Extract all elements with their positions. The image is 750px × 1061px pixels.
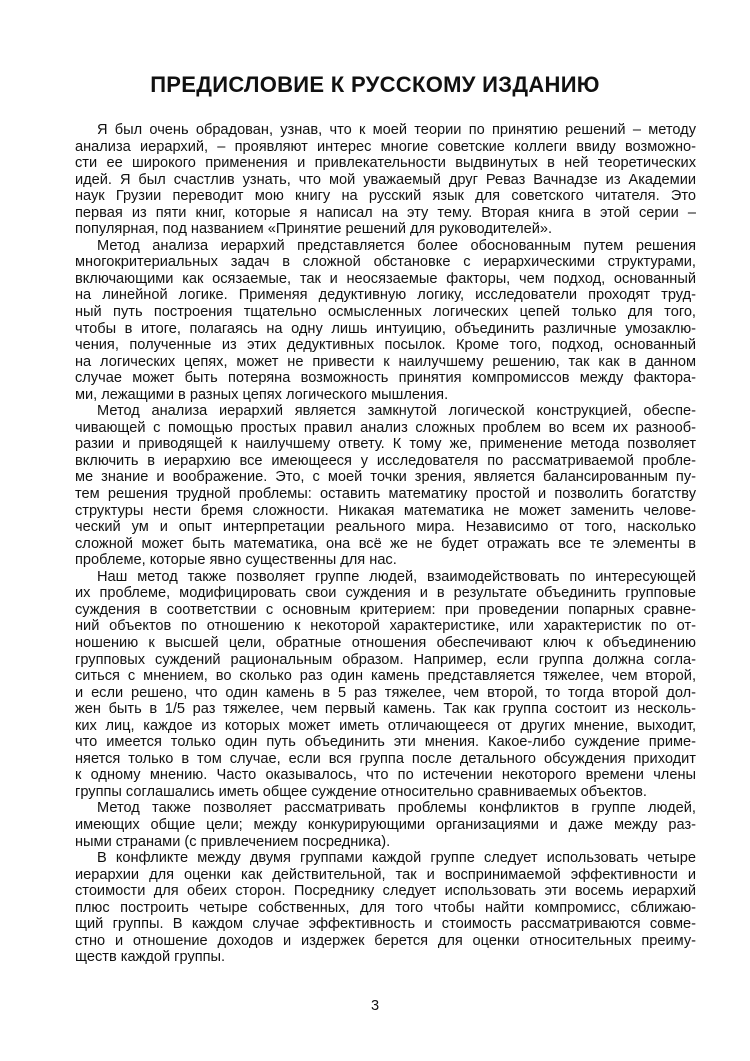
text-line: их проблеме, модифицировать свои суждения и в результате объединить групповые <box>75 585 696 602</box>
paragraph <box>75 569 696 801</box>
text-line: ний объектов по отношению к некоторой характеристике, или характеристик по от- <box>75 618 696 635</box>
text-line: ме знание и воображение. Это, с моей точки зрения, является балансированным пу- <box>75 469 696 486</box>
text-line: многокритериальных задач в сложной обстановке с иерархическими структурами, <box>75 254 696 271</box>
text-line: что имеется только один путь объединить эти мнения. Какое-либо суждение приме- <box>75 734 696 751</box>
text-line: тем решения трудной проблемы: оставить математику простой и позволить богатству <box>75 486 696 503</box>
page-title: ПРЕДИСЛОВИЕ К РУССКОМУ ИЗДАНИЮ <box>150 72 600 97</box>
paragraph <box>75 238 696 403</box>
text-line: включить в иерархию все имеющееся у исследователя по рассматриваемой пробле- <box>75 452 696 469</box>
text-line: групповых суждений рациональным образом. Например, если группа должна согла- <box>75 651 696 668</box>
text-line: сложной может быть математика, она всё же не будет отражать все те элементы в <box>75 535 696 552</box>
text-line: чтобы в итоге, полагаясь на одну лишь интуицию, объединить различные умозаклю- <box>75 320 696 337</box>
text-line: ких лиц, каждое из которых может иметь отличающееся от других мнение, выходит, <box>75 717 696 734</box>
text-line: иерархии для оценки как действительной, так и воспринимаемой эффективности и <box>75 866 696 883</box>
text-line: и если решено, что один камень в 5 раз тяжелее, чем второй, то тогда второй дол- <box>75 684 696 701</box>
text-line: В конфликте между двумя группами каждой группе следует использовать четыре <box>97 850 696 867</box>
text-line: наук Грузии переводит мою книгу на русский язык для советского читателя. Это <box>75 188 696 205</box>
text-line: ными странами (с привлечением посредника). <box>75 833 391 850</box>
text-line: случае может быть потеряна возможность принятия компромиссов между фактора- <box>75 370 696 387</box>
text-line: жен быть в 1/5 раз тяжелее, чем первый камень. Так как группа состоит из несколь- <box>75 701 696 718</box>
text-line: ми, лежащими в разных цепях логического мышления. <box>75 386 449 403</box>
text-line: Метод анализа иерархий является замкнутой логической конструкцией, обеспе- <box>97 403 696 420</box>
text-line: суждения в соответствии с основным критерием: при проведении попарных сравне- <box>75 601 696 618</box>
text-line: включающими как осязаемые, так и неосязаемые факторы, чем подход, основанный <box>75 270 696 287</box>
text-line: группы соглашались иметь общее суждение относительно сравниваемых объектов. <box>75 783 647 800</box>
text-line: Метод также позволяет рассматривать проблемы конфликтов в группе людей, <box>97 800 696 817</box>
text-line: ществ каждой группы. <box>75 949 226 966</box>
paragraph <box>75 122 696 238</box>
text-line: Я был очень обрадован, узнав, что к моей теории по принятию решений – методу <box>97 122 696 138</box>
text-line: проблеме, которые явно существенны для нас. <box>75 552 397 569</box>
text-line: идей. Я был счастлив узнать, что мой уважаемый друг Реваз Вачнадзе из Академии <box>75 171 696 188</box>
text-line: щий группы. В каждом случае эффективность и стоимость рассматриваются совме- <box>75 916 696 933</box>
text-line: сти ее широкого применения и привлекательности выдвинутых в ней теоретических <box>75 155 696 172</box>
text-line: Метод анализа иерархий представляется более обоснованным путем решения <box>97 237 696 254</box>
text-line: Наш метод также позволяет группе людей, взаимодействовать по интересующей <box>97 568 696 585</box>
text-line: чения, полученные из этих дедуктивных посылок. Кроме того, подход, основанный <box>75 337 696 354</box>
body-text <box>75 122 696 966</box>
text-line: стоимости для обеих сторон. Посреднику следует использовать эти восемь иерархий <box>75 883 696 900</box>
text-line: к одному мнению. Часто оказывалось, что по истечении некоторого времени члены <box>75 767 696 784</box>
text-line: первая из пяти книг, которые я написал на эту тему. Вторая книга в этой серии – <box>75 204 696 221</box>
text-line: ношению к высшей цели, обратные отношения обеспечивают ключ к объединению <box>75 634 696 651</box>
paragraph <box>75 403 696 568</box>
text-line: на линейной логике. Применяя дедуктивную логику, исследователи проходят труд- <box>75 287 696 304</box>
text-line: плюс построить четыре собственных, для того чтобы найти компромисс, сближаю- <box>75 899 696 916</box>
text-line: няется только в том случае, если вся группа после детального обсуждения приходит <box>75 750 696 767</box>
text-line: структуры нести бремя сложности. Никакая математика не может заменить челове- <box>75 502 696 519</box>
text-line: имеющих общие цели; между конкурирующими организациями и даже между раз- <box>75 816 696 833</box>
text-line: популярная, под названием «Принятие решений для руководителей». <box>75 221 553 238</box>
text-line: анализа иерархий, – проявляют интерес многие советские коллеги ввиду возможно- <box>75 138 696 155</box>
text-line: ситься с мнением, во сколько раз один камень представляется тяжелее, чем второй, <box>75 668 696 685</box>
page-number: 3 <box>370 998 380 1014</box>
text-line: на логических цепях, может не привести к наилучшему решению, так как в данном <box>75 353 696 370</box>
text-line: ный путь построения тщательно осмысленных логических цепей только для того, <box>75 304 696 321</box>
text-line: чивающей с помощью простых правил анализ сложных проблем во всем их разнооб- <box>75 419 696 436</box>
text-line: разии и приводящей к наилучшему ответу. К тому же, применение метода позволяет <box>75 436 696 453</box>
paragraph <box>75 850 696 966</box>
paragraph <box>75 800 696 850</box>
text-line: ческий ум и опыт интерпретации реального мира. Независимо от того, насколько <box>75 519 696 536</box>
text-line: стно и отношение доходов и издержек берется для оценки относительных преиму- <box>75 932 696 949</box>
